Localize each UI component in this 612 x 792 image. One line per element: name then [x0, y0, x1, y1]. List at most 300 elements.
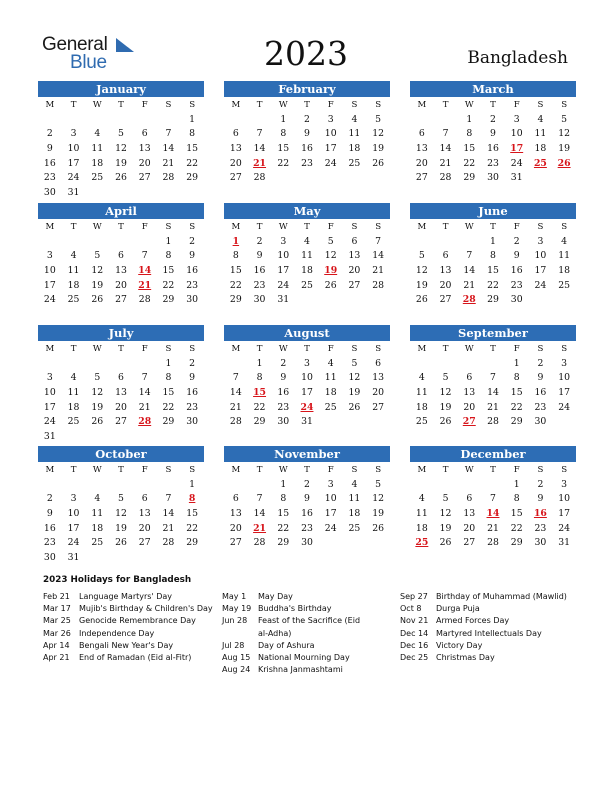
day-cell: 2: [46, 128, 53, 140]
day-cell: 23: [534, 522, 547, 534]
day-cell: 25: [301, 279, 313, 291]
day-cell: 5: [442, 493, 449, 505]
day-cell: 5: [118, 128, 124, 140]
day-cell: 17: [43, 401, 56, 413]
day-cell: 21: [162, 157, 175, 169]
weekday-label: S: [165, 100, 172, 110]
holiday-name: Feast of the Sacrifice (Eid al-Adha): [258, 616, 361, 638]
month-december: [410, 446, 576, 551]
day-cell: 16: [186, 265, 199, 277]
holiday-item: [43, 652, 218, 664]
day-grid: [38, 220, 204, 308]
holiday-day-cell: 8: [188, 493, 196, 505]
day-cell: 1: [280, 478, 287, 490]
day-cell: 11: [348, 493, 361, 505]
holiday-day-cell: 15: [253, 387, 267, 399]
day-cell: 24: [43, 416, 56, 428]
holiday-date: Mar 17: [43, 604, 71, 614]
day-cell: 14: [439, 143, 452, 155]
holiday-name: Language Martyrs' Day: [79, 592, 172, 601]
day-cell: 5: [118, 493, 124, 505]
day-cell: 17: [558, 387, 571, 399]
holiday-day-cell: 27: [462, 416, 476, 428]
day-cell: 24: [324, 522, 337, 534]
day-cell: 9: [280, 372, 287, 384]
day-cell: 4: [327, 357, 334, 369]
day-cell: 3: [304, 357, 310, 369]
holiday-name: National Mourning Day: [258, 653, 350, 663]
day-cell: 23: [43, 537, 56, 549]
day-cell: 2: [537, 478, 544, 490]
day-cell: 23: [510, 279, 523, 291]
logo: [42, 34, 142, 74]
weekday-label: T: [304, 344, 310, 354]
holiday-item: [400, 652, 580, 664]
day-cell: 25: [324, 401, 337, 413]
weekday-label: T: [70, 465, 77, 475]
month-may: [224, 203, 390, 308]
year-title: 2023: [264, 34, 348, 73]
holiday-item: [43, 640, 218, 652]
day-cell: 23: [186, 401, 199, 413]
day-cell: 1: [466, 113, 473, 125]
day-cell: 27: [115, 416, 127, 428]
weekday-label: T: [490, 465, 496, 475]
day-cell: 22: [162, 401, 175, 413]
weekday-label: F: [327, 465, 334, 475]
holiday-day-cell: 16: [533, 508, 547, 520]
day-cell: 9: [304, 128, 310, 140]
empty-cell: [224, 478, 248, 493]
holiday-date: May 19: [222, 604, 252, 614]
weekday-label: S: [189, 100, 196, 110]
day-cell: 24: [67, 537, 80, 549]
day-cell: 22: [253, 401, 266, 413]
day-cell: 13: [115, 265, 127, 277]
weekday-label: S: [537, 222, 544, 232]
day-cell: 21: [138, 401, 151, 413]
weekday-label: S: [351, 465, 358, 475]
day-cell: 4: [418, 372, 425, 384]
day-cell: 7: [232, 372, 239, 384]
day-cell: 28: [439, 172, 452, 184]
day-cell: 23: [253, 279, 266, 291]
day-cell: 5: [442, 372, 449, 384]
day-cell: 24: [277, 279, 290, 291]
day-cell: 19: [348, 387, 361, 399]
day-cell: 12: [115, 508, 127, 520]
holiday-date: Mar 25: [43, 616, 71, 626]
day-cell: 11: [67, 265, 80, 277]
holiday-item: [400, 628, 580, 640]
empty-cell: [109, 113, 133, 128]
weekday-label: S: [537, 465, 544, 475]
day-cell: 19: [372, 143, 385, 155]
day-cell: 13: [348, 250, 361, 262]
day-cell: 12: [348, 372, 361, 384]
day-cell: 13: [138, 143, 151, 155]
day-cell: 20: [229, 157, 242, 169]
day-cell: 26: [91, 416, 104, 428]
empty-cell: [457, 357, 481, 372]
weekday-label: T: [304, 100, 310, 110]
day-cell: 6: [232, 493, 239, 505]
day-cell: 30: [534, 537, 547, 549]
day-cell: 26: [91, 294, 104, 306]
day-cell: 5: [375, 478, 382, 490]
empty-cell: [133, 235, 157, 250]
day-cell: 18: [415, 401, 428, 413]
day-cell: 10: [67, 143, 80, 155]
day-cell: 24: [324, 157, 337, 169]
day-cell: 31: [43, 431, 56, 443]
day-cell: 3: [280, 235, 287, 247]
day-cell: 18: [91, 522, 104, 534]
day-cell: 19: [372, 508, 385, 520]
day-grid: [38, 98, 204, 201]
holiday-day-cell: 1: [232, 235, 240, 247]
weekday-label: F: [327, 100, 334, 110]
day-cell: 13: [138, 508, 151, 520]
weekday-label: W: [278, 100, 288, 110]
weekday-label: W: [464, 465, 474, 475]
logo-word-blue: Blue: [70, 52, 107, 73]
day-cell: 7: [165, 128, 172, 140]
day-cell: 18: [67, 279, 80, 291]
empty-cell: [62, 113, 86, 128]
empty-cell: [248, 113, 272, 128]
country-name: Bangladesh: [467, 48, 568, 68]
day-cell: 13: [463, 508, 476, 520]
holiday-date: Mar 26: [43, 628, 71, 638]
day-cell: 24: [510, 157, 523, 169]
holiday-item: [43, 591, 218, 603]
day-cell: 29: [510, 537, 523, 549]
weekday-label: T: [490, 344, 496, 354]
weekday-label: M: [417, 465, 427, 475]
holiday-day-cell: 14: [138, 265, 152, 277]
day-cell: 11: [415, 508, 428, 520]
day-cell: 3: [327, 113, 334, 125]
day-cell: 6: [466, 493, 473, 505]
holiday-day-cell: 21: [253, 157, 267, 169]
day-cell: 12: [91, 387, 104, 399]
weekday-label: S: [351, 100, 358, 110]
day-cell: 25: [348, 157, 361, 169]
day-cell: 11: [324, 372, 337, 384]
day-cell: 31: [67, 552, 80, 564]
day-cell: 8: [513, 372, 520, 384]
day-cell: 11: [558, 250, 571, 262]
holiday-date: Oct 8: [400, 604, 422, 614]
day-cell: 17: [277, 265, 290, 277]
weekday-label: W: [92, 100, 102, 110]
weekday-label: M: [231, 465, 241, 475]
day-cell: 11: [301, 250, 313, 262]
month-july: [38, 325, 204, 445]
day-cell: 20: [439, 279, 452, 291]
day-cell: 31: [67, 187, 80, 199]
day-cell: 21: [162, 522, 175, 534]
empty-cell: [157, 113, 181, 128]
weekday-label: W: [464, 344, 474, 354]
day-cell: 9: [490, 128, 496, 140]
day-cell: 4: [94, 493, 101, 505]
day-cell: 29: [463, 172, 476, 184]
month-title: February: [224, 81, 390, 97]
weekday-label: F: [141, 100, 148, 110]
holiday-day-cell: 17: [510, 143, 524, 155]
day-cell: 8: [513, 493, 520, 505]
day-grid: [410, 463, 576, 551]
day-cell: 12: [439, 387, 452, 399]
holiday-name: Mujib's Birthday & Children's Day: [79, 604, 213, 614]
holiday-date: Nov 21: [400, 616, 429, 626]
holiday-date: May 1: [222, 592, 247, 601]
day-cell: 13: [372, 372, 385, 384]
day-cell: 2: [490, 113, 496, 125]
day-cell: 17: [558, 508, 571, 520]
weekday-label: M: [231, 222, 241, 232]
holiday-list-title: 2023 Holidays for Bangladesh: [43, 575, 192, 585]
weekday-label: T: [442, 465, 449, 475]
day-cell: 19: [439, 401, 452, 413]
day-cell: 1: [513, 357, 520, 369]
day-cell: 31: [301, 416, 313, 428]
day-cell: 7: [165, 493, 172, 505]
weekday-label: S: [561, 344, 568, 354]
weekday-label: W: [92, 222, 102, 232]
day-cell: 1: [165, 235, 172, 247]
holiday-day-cell: 26: [557, 157, 571, 169]
weekday-label: T: [118, 100, 124, 110]
holiday-item: [222, 640, 372, 652]
day-cell: 9: [189, 372, 196, 384]
month-october: [38, 446, 204, 566]
day-cell: 6: [141, 128, 148, 140]
holiday-item: [222, 603, 372, 615]
holiday-item: [222, 615, 372, 639]
day-cell: 13: [463, 387, 476, 399]
day-cell: 27: [138, 537, 151, 549]
weekday-label: S: [189, 465, 196, 475]
day-cell: 6: [351, 235, 358, 247]
weekday-label: T: [256, 100, 263, 110]
day-cell: 16: [487, 143, 499, 155]
day-cell: 11: [348, 128, 361, 140]
day-cell: 26: [439, 537, 452, 549]
day-cell: 29: [186, 172, 199, 184]
weekday-label: T: [490, 222, 496, 232]
weekday-label: W: [278, 222, 288, 232]
day-cell: 14: [372, 250, 385, 262]
day-cell: 21: [372, 265, 385, 277]
day-cell: 14: [253, 508, 266, 520]
day-cell: 6: [466, 372, 473, 384]
holiday-date: Sep 27: [400, 592, 428, 601]
day-cell: 9: [256, 250, 263, 262]
day-cell: 10: [558, 372, 571, 384]
day-cell: 15: [510, 508, 523, 520]
month-title: September: [410, 325, 576, 341]
day-cell: 28: [253, 172, 266, 184]
day-cell: 22: [277, 157, 290, 169]
empty-cell: [62, 478, 86, 493]
day-cell: 15: [510, 387, 523, 399]
weekday-label: W: [278, 344, 288, 354]
day-cell: 10: [43, 387, 56, 399]
holiday-day-cell: 25: [533, 157, 547, 169]
day-cell: 24: [558, 401, 571, 413]
day-cell: 10: [43, 265, 56, 277]
day-cell: 9: [537, 493, 544, 505]
weekday-label: F: [513, 344, 520, 354]
day-cell: 20: [348, 265, 361, 277]
day-cell: 8: [165, 372, 172, 384]
empty-cell: [85, 113, 109, 128]
day-cell: 30: [43, 552, 56, 564]
holiday-date: Dec 16: [400, 640, 429, 650]
day-cell: 30: [43, 187, 56, 199]
holiday-name: Christmas Day: [436, 653, 495, 663]
weekday-label: T: [490, 100, 496, 110]
day-cell: 27: [463, 537, 476, 549]
weekday-label: T: [442, 344, 449, 354]
holiday-item: [400, 603, 580, 615]
day-cell: 30: [534, 416, 547, 428]
day-cell: 13: [229, 508, 242, 520]
day-cell: 26: [115, 172, 127, 184]
day-cell: 27: [115, 294, 127, 306]
day-cell: 22: [229, 279, 242, 291]
holiday-day-cell: 28: [462, 294, 476, 306]
weekday-label: S: [189, 344, 196, 354]
day-cell: 15: [277, 143, 290, 155]
empty-cell: [481, 478, 505, 493]
day-cell: 8: [232, 250, 239, 262]
day-cell: 16: [301, 508, 313, 520]
holiday-name: End of Ramadan (Eid al-Fitr): [79, 653, 192, 663]
day-cell: 27: [138, 172, 151, 184]
day-cell: 17: [324, 508, 337, 520]
day-cell: 19: [415, 279, 428, 291]
weekday-label: F: [513, 222, 520, 232]
weekday-label: T: [256, 222, 263, 232]
day-cell: 18: [534, 143, 547, 155]
day-grid: [410, 342, 576, 430]
day-cell: 10: [324, 493, 337, 505]
holiday-name: Buddha's Birthday: [258, 604, 332, 614]
empty-cell: [62, 235, 86, 250]
weekday-label: W: [464, 100, 474, 110]
day-cell: 13: [229, 143, 242, 155]
day-cell: 26: [324, 279, 337, 291]
day-cell: 23: [534, 401, 547, 413]
weekday-label: F: [327, 344, 334, 354]
day-cell: 3: [327, 478, 334, 490]
day-cell: 10: [301, 372, 313, 384]
day-cell: 12: [439, 508, 452, 520]
day-cell: 15: [186, 143, 199, 155]
weekday-label: T: [304, 222, 310, 232]
day-cell: 16: [277, 387, 290, 399]
day-cell: 3: [70, 493, 77, 505]
day-cell: 17: [324, 143, 337, 155]
day-cell: 11: [67, 387, 80, 399]
day-cell: 23: [487, 157, 499, 169]
day-cell: 4: [94, 128, 101, 140]
day-cell: 26: [372, 157, 385, 169]
day-cell: 2: [304, 113, 310, 125]
empty-cell: [481, 357, 505, 372]
day-cell: 5: [327, 235, 334, 247]
empty-cell: [224, 357, 248, 372]
day-cell: 15: [229, 265, 242, 277]
day-cell: 28: [372, 279, 385, 291]
day-cell: 26: [115, 537, 127, 549]
day-cell: 11: [534, 128, 547, 140]
day-cell: 10: [510, 128, 523, 140]
month-title: May: [224, 203, 390, 219]
day-cell: 20: [415, 157, 428, 169]
day-cell: 11: [415, 387, 428, 399]
day-cell: 12: [324, 250, 337, 262]
day-cell: 7: [141, 250, 148, 262]
day-cell: 6: [232, 128, 239, 140]
empty-cell: [457, 235, 481, 250]
day-cell: 25: [415, 416, 428, 428]
day-cell: 25: [348, 522, 361, 534]
empty-cell: [157, 478, 181, 493]
holiday-item: [400, 591, 580, 603]
holiday-day-cell: 19: [324, 265, 338, 277]
day-cell: 2: [280, 357, 287, 369]
day-cell: 7: [141, 372, 148, 384]
day-cell: 21: [463, 279, 476, 291]
empty-cell: [133, 113, 157, 128]
day-cell: 15: [487, 265, 499, 277]
day-cell: 18: [348, 143, 361, 155]
day-cell: 5: [561, 113, 568, 125]
day-cell: 6: [118, 250, 124, 262]
day-cell: 20: [138, 157, 151, 169]
day-cell: 13: [415, 143, 428, 155]
day-cell: 28: [162, 537, 175, 549]
empty-cell: [224, 113, 248, 128]
holiday-name: May Day: [258, 592, 293, 601]
day-cell: 4: [70, 250, 77, 262]
weekday-label: F: [141, 465, 148, 475]
day-cell: 31: [277, 294, 290, 306]
day-grid: [410, 98, 576, 186]
weekday-label: T: [442, 222, 449, 232]
month-august: [224, 325, 390, 430]
weekday-label: S: [375, 465, 382, 475]
day-cell: 17: [534, 265, 547, 277]
day-grid: [224, 220, 390, 308]
day-cell: 9: [304, 493, 310, 505]
day-cell: 1: [256, 357, 263, 369]
day-cell: 10: [277, 250, 290, 262]
day-cell: 21: [487, 401, 499, 413]
holiday-item: [222, 652, 372, 664]
empty-cell: [434, 357, 458, 372]
day-cell: 22: [487, 279, 499, 291]
holiday-item: [222, 664, 372, 676]
holiday-date: Dec 14: [400, 628, 429, 638]
holiday-date: Dec 25: [400, 653, 429, 663]
day-cell: 4: [304, 235, 310, 247]
